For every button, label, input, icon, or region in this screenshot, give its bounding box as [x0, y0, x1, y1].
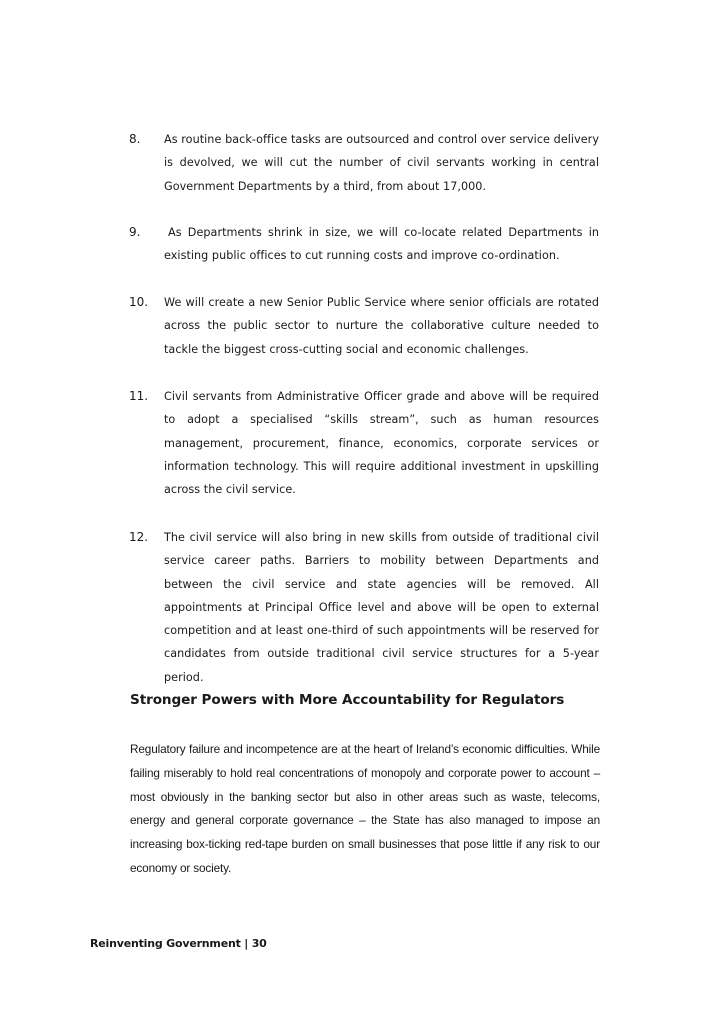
section-paragraph: Regulatory failure and incompetence are at the heart of Ireland’s economic difficulties. While failing miserably to hold real concentrations of monopoly and corporate power to account – most obviously in the banking sector but also in other areas such as waste, telecoms, energy and general corporate governance – the State has also managed to impose an increasing box-ticking red-tape burden on small businesses that pose little if any risk to our economy or society. — [130, 742, 600, 875]
item-text: As Departments shrink in size, we will co-locate related Departments in existing public offices to cut running costs and improve co-ordination. — [164, 226, 599, 263]
item-text: We will create a new Senior Public Service where senior officials are rotated across the public sector to nurture the collaborative culture needed to tackle the biggest cross-cutting social and economic challenges. — [164, 296, 599, 356]
item-text: Civil servants from Administrative Officer grade and above will be required to adopt a specialised “skills stream”, such as human resources management, procurement, finance, economics, corporate services or information technology. This will require additional investment in upskilling across the civil service. — [164, 390, 599, 497]
item-number: 8. — [129, 132, 141, 146]
item-number: 12. — [129, 530, 149, 544]
item-text: As routine back-office tasks are outsourced and control over service delivery is devolved, we will cut the number of civil servants working in central Government Departments by a third, from about 17,000. — [164, 133, 599, 193]
item-text: The civil service will also bring in new skills from outside of traditional civil service career paths. Barriers to mobility between Departments and between the civil service and state agencies will be removed. All appointments at Principal Office level and above will be open to external competition and at least one-third of such appointments will be reserved for candidates from outside traditional civil service structures for a 5-year period. — [164, 531, 599, 684]
item-number: 11. — [129, 389, 149, 403]
item-number: 10. — [129, 295, 149, 309]
item-number: 9. — [129, 225, 141, 239]
page-footer: Reinventing Government | 30 — [90, 937, 267, 950]
section-heading: Stronger Powers with More Accountability for Regulators — [130, 692, 565, 708]
